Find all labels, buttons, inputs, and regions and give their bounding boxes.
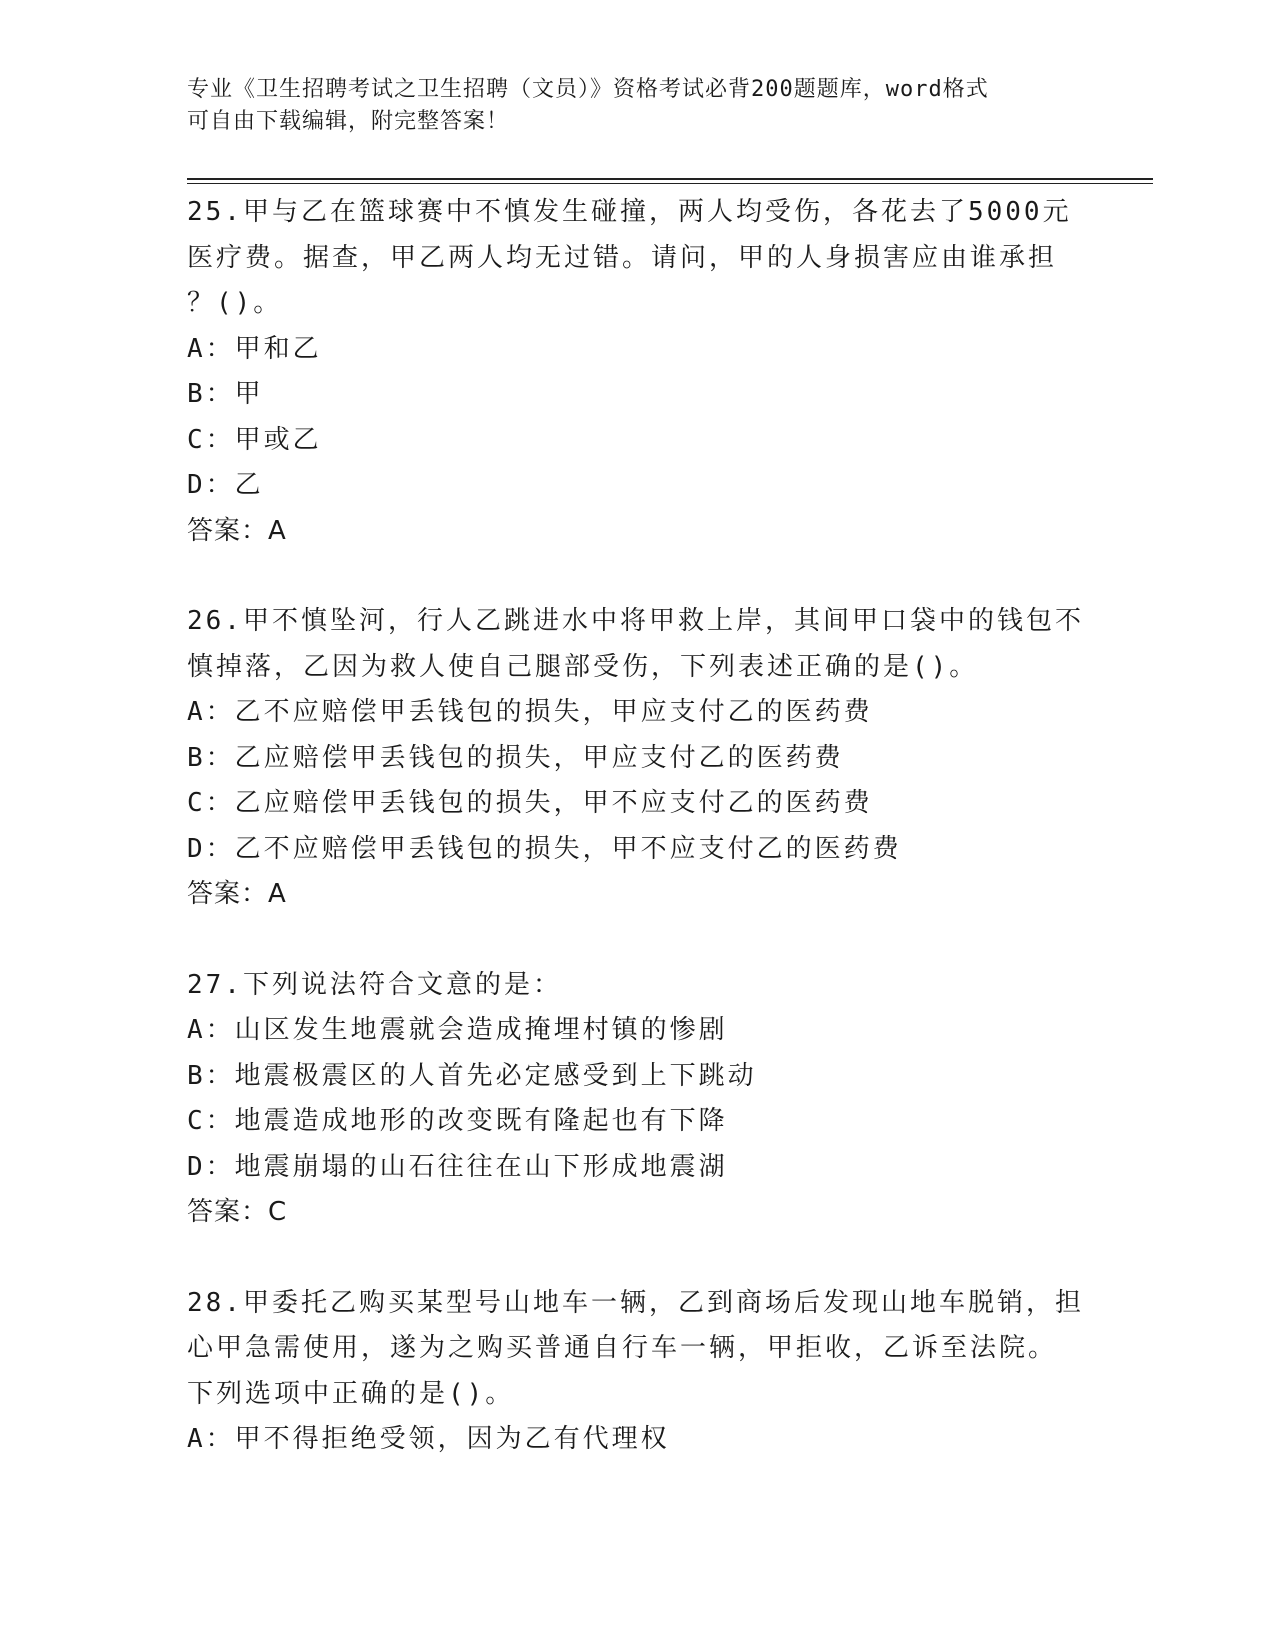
question-text-line: 下列选项中正确的是()。: [187, 1378, 515, 1409]
answer: 答案：A: [187, 879, 287, 909]
question-text-line: 心甲急需使用，遂为之购买普通自行车一辆，甲拒收，乙诉至法院。: [187, 1333, 1058, 1363]
question-text-line: 26.甲不慎坠河，行人乙跳进水中将甲救上岸，其间甲口袋中的钱包不: [187, 606, 1084, 636]
question-text-line: 25.甲与乙在篮球赛中不慎发生碰撞，两人均受伤，各花去了5000元: [187, 197, 1072, 227]
question-27: [187, 963, 1087, 1236]
option-d: D：地震崩塌的山石往往在山下形成地震湖: [187, 1151, 728, 1182]
question-26: [187, 599, 1087, 918]
answer: 答案：C: [187, 1197, 288, 1227]
option-a: A：山区发生地震就会造成掩埋村镇的惨剧: [187, 1015, 728, 1045]
question-text-line: 27.下列说法符合文意的是：: [187, 969, 562, 1000]
option-b: B：乙应赔偿甲丢钱包的损失，甲应支付乙的医药费: [187, 742, 844, 773]
header-divider: [187, 178, 1153, 184]
option-a: A：甲不得拒绝受领，因为乙有代理权: [187, 1424, 670, 1454]
option-a: A：甲和乙: [187, 333, 322, 364]
option-d: D：乙: [187, 470, 264, 500]
answer: 答案：A: [187, 515, 287, 546]
option-c: C：乙应赔偿甲丢钱包的损失，甲不应支付乙的医药费: [187, 788, 873, 818]
question-28: [187, 1281, 1087, 1463]
option-c: C：地震造成地形的改变既有隆起也有下降: [187, 1106, 728, 1136]
option-c: C：甲或乙: [187, 424, 322, 455]
option-a: A：乙不应赔偿甲丢钱包的损失，甲应支付乙的医药费: [187, 697, 873, 727]
question-text-line: 医疗费。据查，甲乙两人均无过错。请问，甲的人身损害应由谁承担: [187, 242, 1058, 273]
question-text-line: 28.甲委托乙购买某型号山地车一辆，乙到商场后发现山地车脱销，担: [187, 1287, 1084, 1318]
option-b: B：地震极震区的人首先必定感受到上下跳动: [187, 1060, 757, 1091]
question-25: [187, 190, 1087, 554]
question-list: [187, 190, 1087, 1508]
question-text-line: ？()。: [187, 288, 283, 318]
option-d: D：乙不应赔偿甲丢钱包的损失，甲不应支付乙的医药费: [187, 833, 902, 864]
option-b: B：甲: [187, 379, 264, 409]
question-text-line: 慎掉落，乙因为救人使自己腿部受伤，下列表述正确的是()。: [187, 651, 979, 682]
document-header: [187, 74, 1087, 138]
header-line-2: 可自由下载编辑，附完整答案！: [187, 109, 510, 134]
header-line-1: 专业《卫生招聘考试之卫生招聘（文员）》资格考试必背200题题库，word格式: [187, 77, 989, 102]
